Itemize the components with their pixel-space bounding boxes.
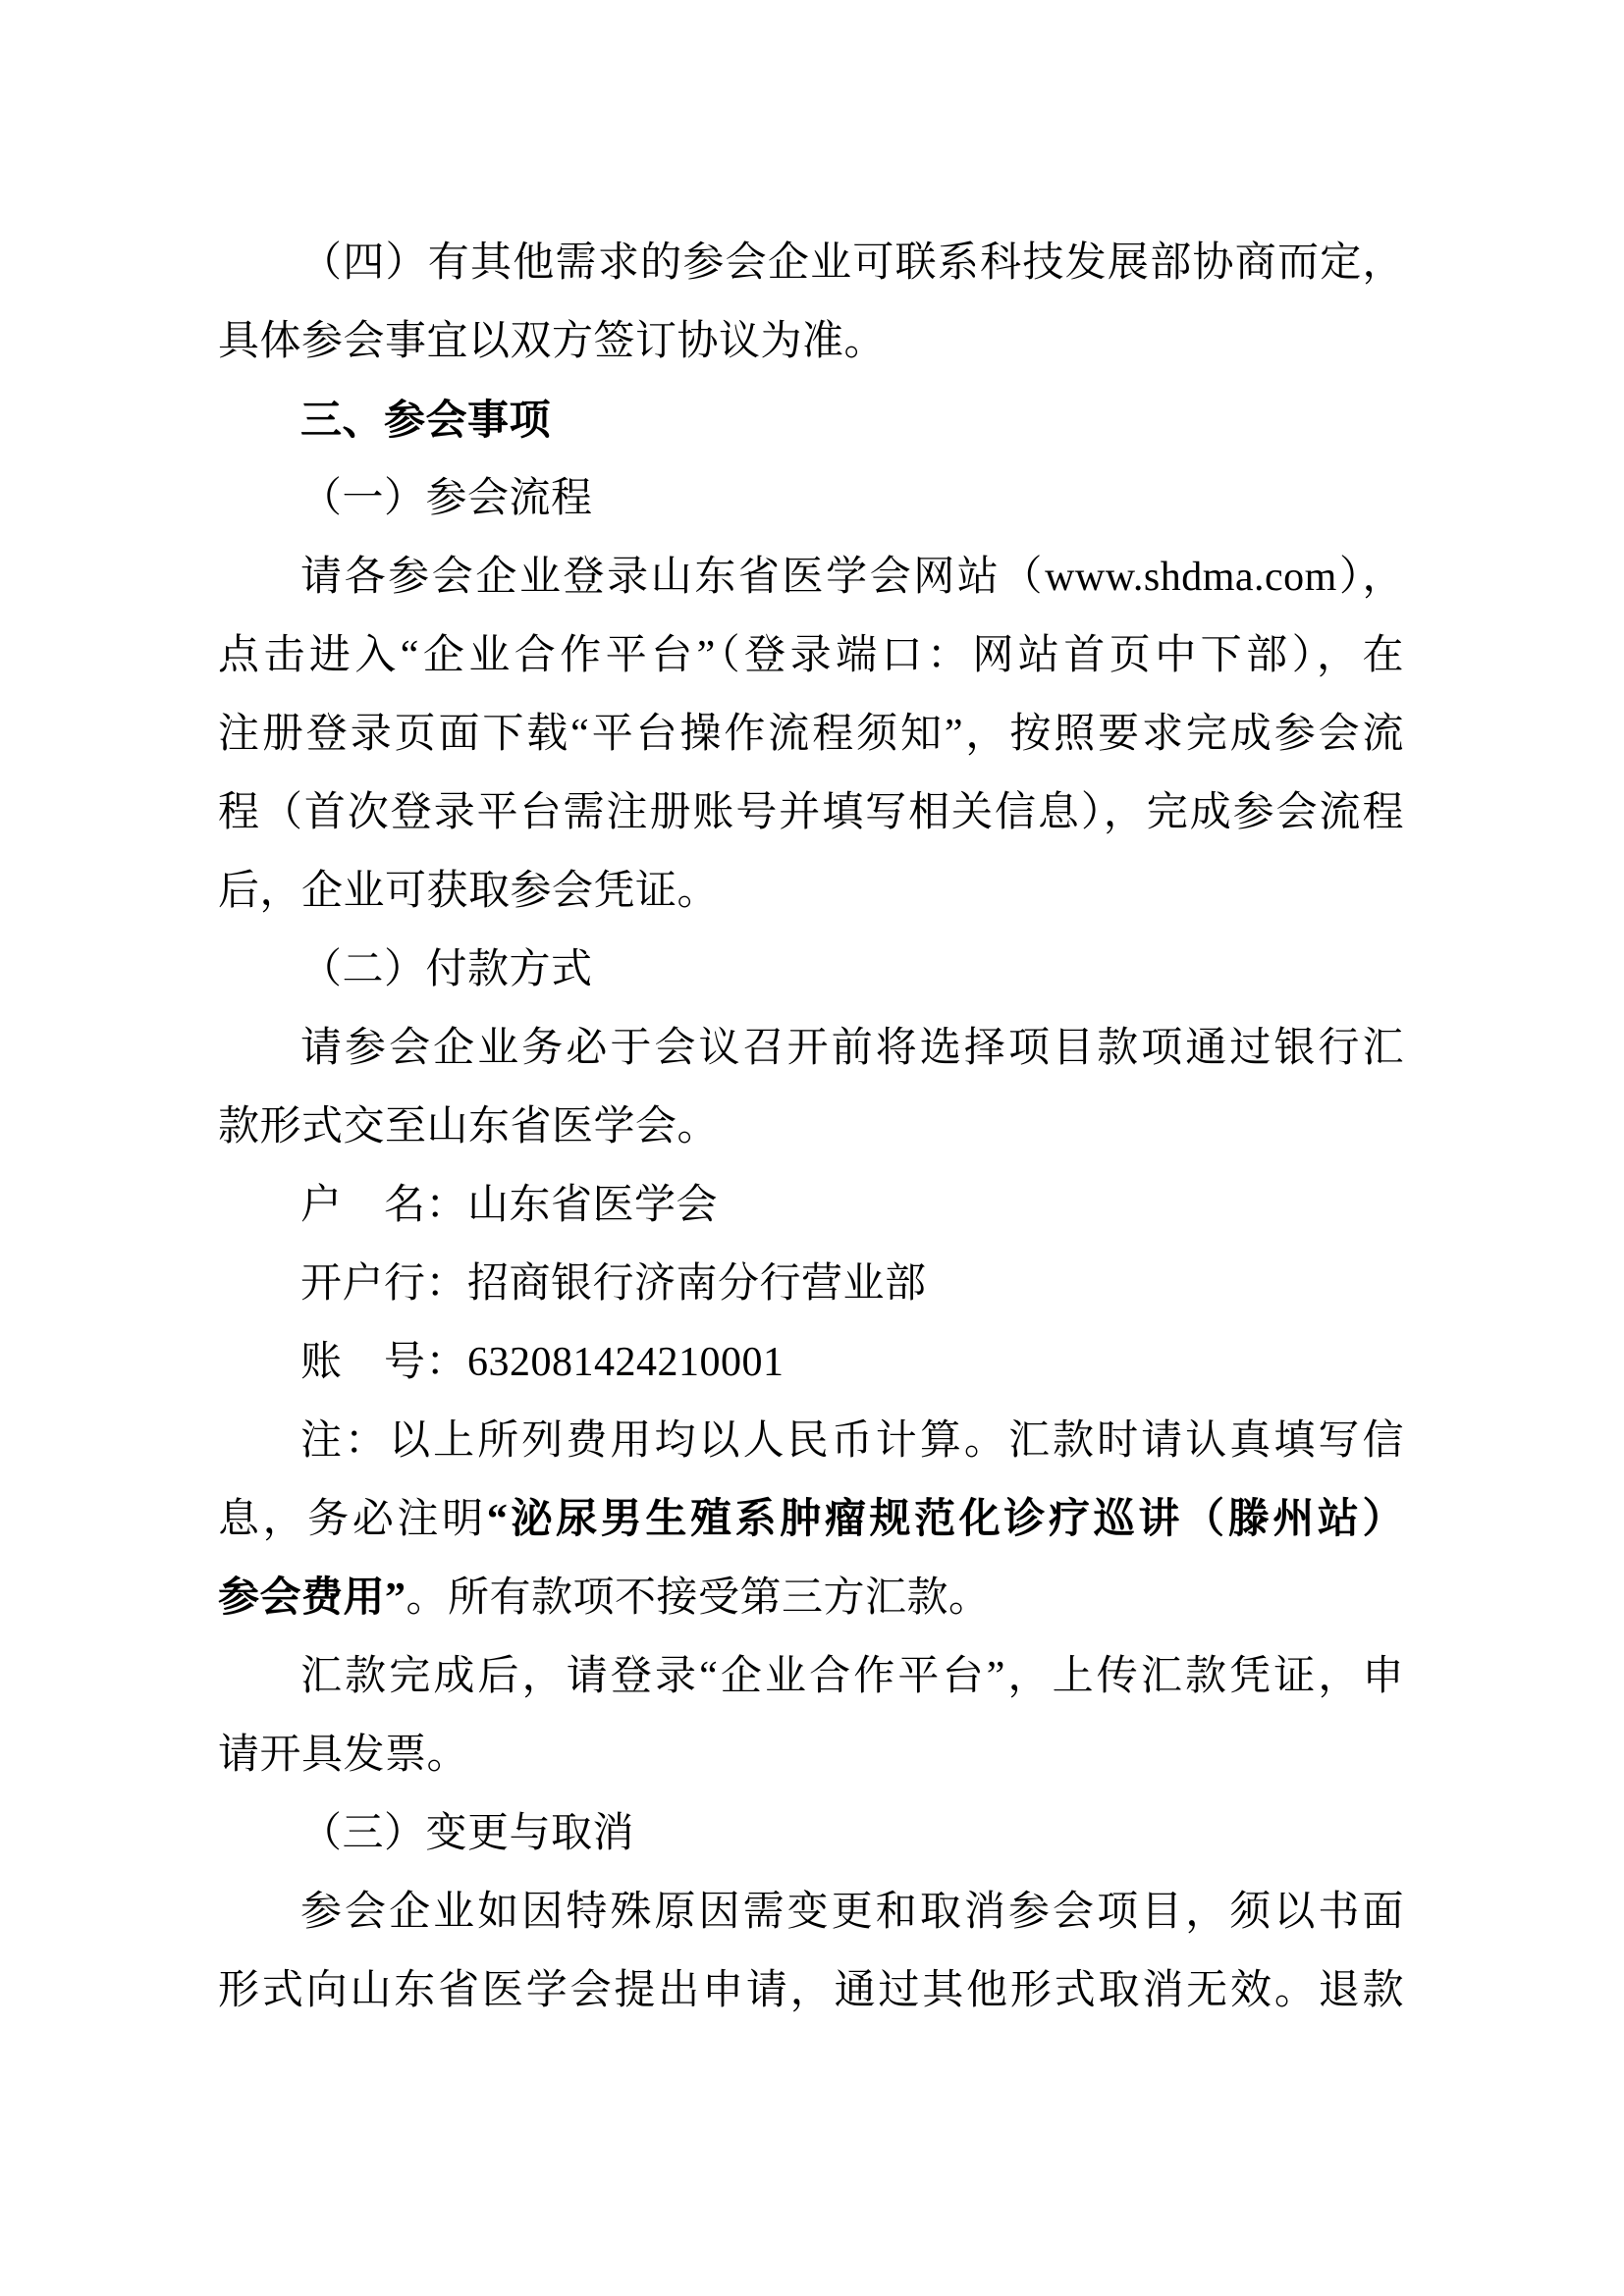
text-line — [218, 1166, 1404, 1245]
text-line — [218, 302, 1404, 381]
document-body — [218, 224, 1404, 2030]
text-line — [218, 1716, 1404, 1794]
text-line — [218, 1402, 1404, 1480]
text-line — [218, 1559, 1404, 1637]
text-segment: （四）有其他需求的参会企业可联系科技发展部协商而定， — [300, 240, 1404, 286]
emphasis-text: 参会费用” — [218, 1575, 406, 1621]
emphasis-text: “泌尿男生殖系肿瘤规范化诊疗巡讲（滕州站） — [486, 1497, 1404, 1542]
text-line — [218, 1009, 1404, 1088]
text-segment: 开户行：招商银行济南分行营业部 — [300, 1261, 927, 1307]
text-segment: 具体参会事宜以双方签订协议为准。 — [218, 319, 887, 364]
text-segment: 注册登录页面下载“平台操作流程须知”，按照要求完成参会流 — [218, 712, 1404, 757]
text-line — [218, 852, 1404, 931]
text-line — [218, 1323, 1404, 1402]
text-segment: （一）参会流程 — [300, 476, 593, 521]
text-line — [218, 1873, 1404, 1951]
text-line — [218, 1088, 1404, 1166]
text-line — [218, 538, 1404, 616]
text-line — [218, 1245, 1404, 1323]
text-segment: 参会企业如因特殊原因需变更和取消参会项目，须以书面 — [300, 1890, 1404, 1935]
text-segment: 后，企业可获取参会凭证。 — [218, 869, 720, 914]
text-line — [218, 774, 1404, 852]
text-line — [218, 1637, 1404, 1716]
text-segment: （三）变更与取消 — [300, 1811, 635, 1856]
text-segment: 账 号：632081424210001 — [300, 1340, 785, 1385]
text-line — [218, 1794, 1404, 1873]
text-segment: 汇款完成后，请登录“企业合作平台”，上传汇款凭证，申 — [300, 1654, 1404, 1699]
text-line — [218, 1951, 1404, 2030]
text-segment: 点击进入“企业合作平台”（登录端口：网站首页中下部），在 — [218, 633, 1404, 678]
emphasis-text: 三、参会事项 — [300, 397, 552, 443]
text-segment: 请参会企业务必于会议召开前将选择项目款项通过银行汇 — [300, 1026, 1404, 1071]
text-segment: 程（首次登录平台需注册账号并填写相关信息），完成参会流程 — [218, 790, 1404, 835]
text-line — [218, 616, 1404, 695]
text-line — [218, 931, 1404, 1009]
text-line — [218, 695, 1404, 774]
text-segment: 户 名：山东省医学会 — [300, 1183, 719, 1228]
text-segment: 。所有款项不接受第三方汇款。 — [406, 1575, 991, 1621]
text-line — [218, 459, 1404, 538]
text-line — [218, 1480, 1404, 1559]
text-segment: 请开具发票。 — [218, 1733, 469, 1778]
text-segment: 款形式交至山东省医学会。 — [218, 1104, 720, 1149]
text-segment: 形式向山东省医学会提出申请，通过其他形式取消无效。退款 — [218, 1968, 1404, 2013]
text-segment: 请各参会企业登录山东省医学会网站（www.shdma.com）， — [300, 555, 1404, 600]
text-segment: 息，务必注明 — [218, 1497, 487, 1542]
section-heading — [218, 381, 1404, 459]
text-line — [218, 224, 1404, 302]
text-segment: （二）付款方式 — [300, 947, 593, 992]
text-segment: 注：以上所列费用均以人民币计算。汇款时请认真填写信 — [300, 1418, 1404, 1464]
